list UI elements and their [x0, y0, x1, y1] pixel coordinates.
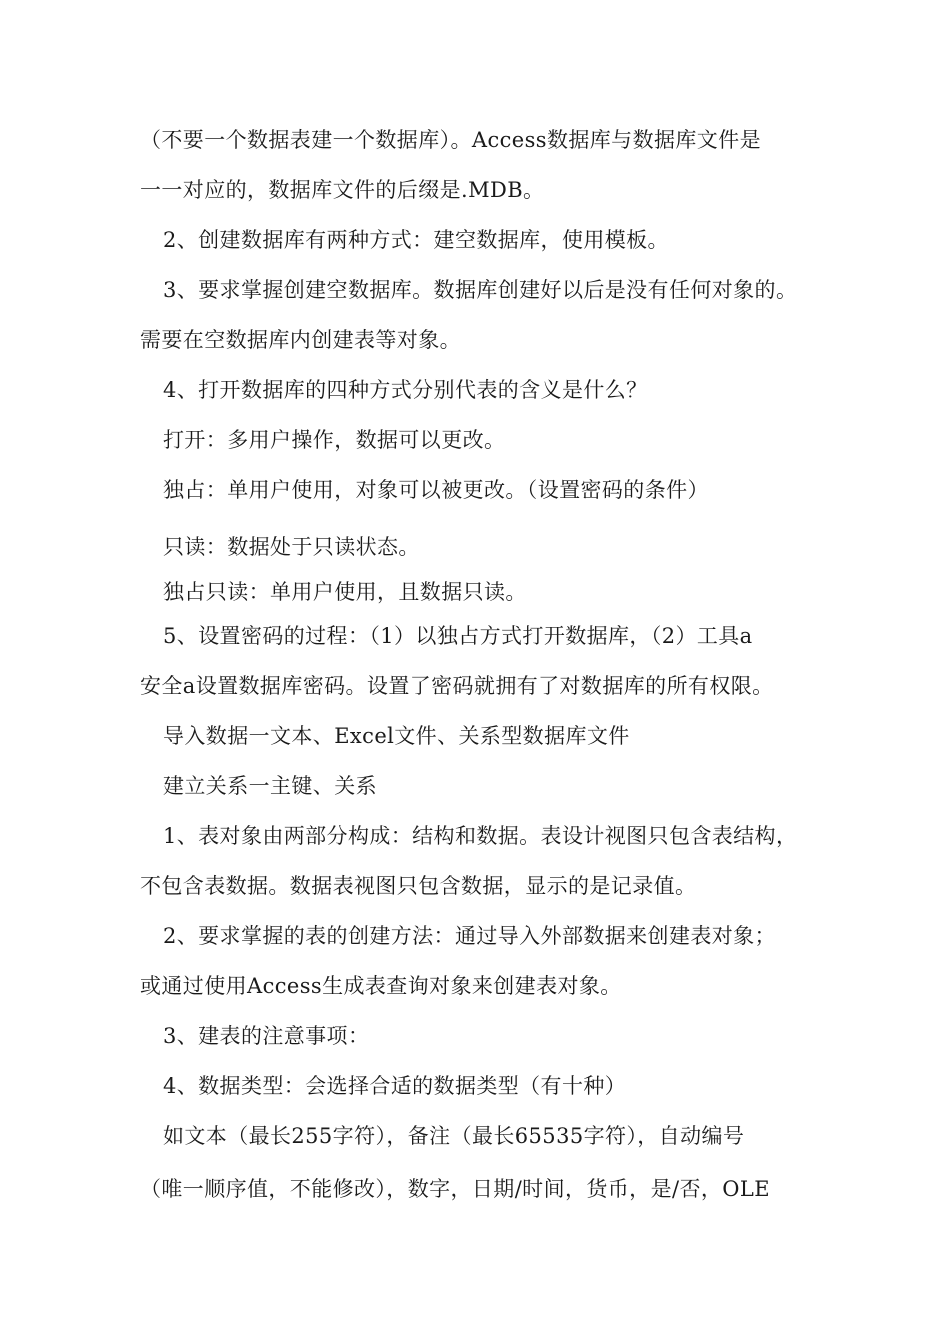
paragraph-line: 独占：单用户使用，对象可以被更改。（设置密码的条件）	[163, 478, 709, 502]
paragraph-line: 3、要求掌握创建空数据库。数据库创建好以后是没有任何对象的。	[163, 278, 798, 302]
paragraph-line: 独占只读：单用户使用，且数据只读。	[163, 580, 527, 604]
paragraph-line: 只读：数据处于只读状态。	[163, 535, 420, 559]
paragraph-line: 安全a设置数据库密码。设置了密码就拥有了对数据库的所有权限。	[140, 674, 774, 698]
paragraph-line: 或通过使用Access生成表查询对象来创建表对象。	[140, 974, 622, 998]
paragraph-line: 4、打开数据库的四种方式分别代表的含义是什么？	[163, 378, 648, 402]
paragraph-line: 2、创建数据库有两种方式：建空数据库，使用模板。	[163, 228, 669, 252]
paragraph-line: 1、表对象由两部分构成：结构和数据。表设计视图只包含表结构，	[163, 824, 798, 848]
paragraph-line: 3、建表的注意事项：	[163, 1024, 370, 1048]
paragraph-line: 导入数据一文本、Excel文件、关系型数据库文件	[163, 724, 630, 748]
paragraph-line: 如文本（最长255字符），备注（最长65535字符），自动编号	[163, 1124, 745, 1148]
paragraph-line: 需要在空数据库内创建表等对象。	[140, 328, 461, 352]
paragraph-line: 建立关系一主键、关系	[163, 774, 377, 798]
paragraph-line: 5、设置密码的过程：（1）以独占方式打开数据库，（2）工具a	[163, 624, 753, 648]
paragraph-line: 4、数据类型：会选择合适的数据类型（有十种）	[163, 1074, 627, 1098]
paragraph-line: （唯一顺序值，不能修改），数字，日期/时间，货币，是/否，OLE	[140, 1177, 770, 1201]
paragraph-line: 2、要求掌握的表的创建方法：通过导入外部数据来创建表对象；	[163, 924, 776, 948]
paragraph-line: 一一对应的，数据库文件的后缀是.MDB。	[140, 178, 545, 202]
paragraph-line: 打开：多用户操作，数据可以更改。	[163, 428, 506, 452]
paragraph-line: （不要一个数据表建一个数据库）。Access数据库与数据库文件是	[140, 128, 761, 152]
paragraph-line: 不包含表数据。数据表视图只包含数据，显示的是记录值。	[140, 874, 697, 898]
